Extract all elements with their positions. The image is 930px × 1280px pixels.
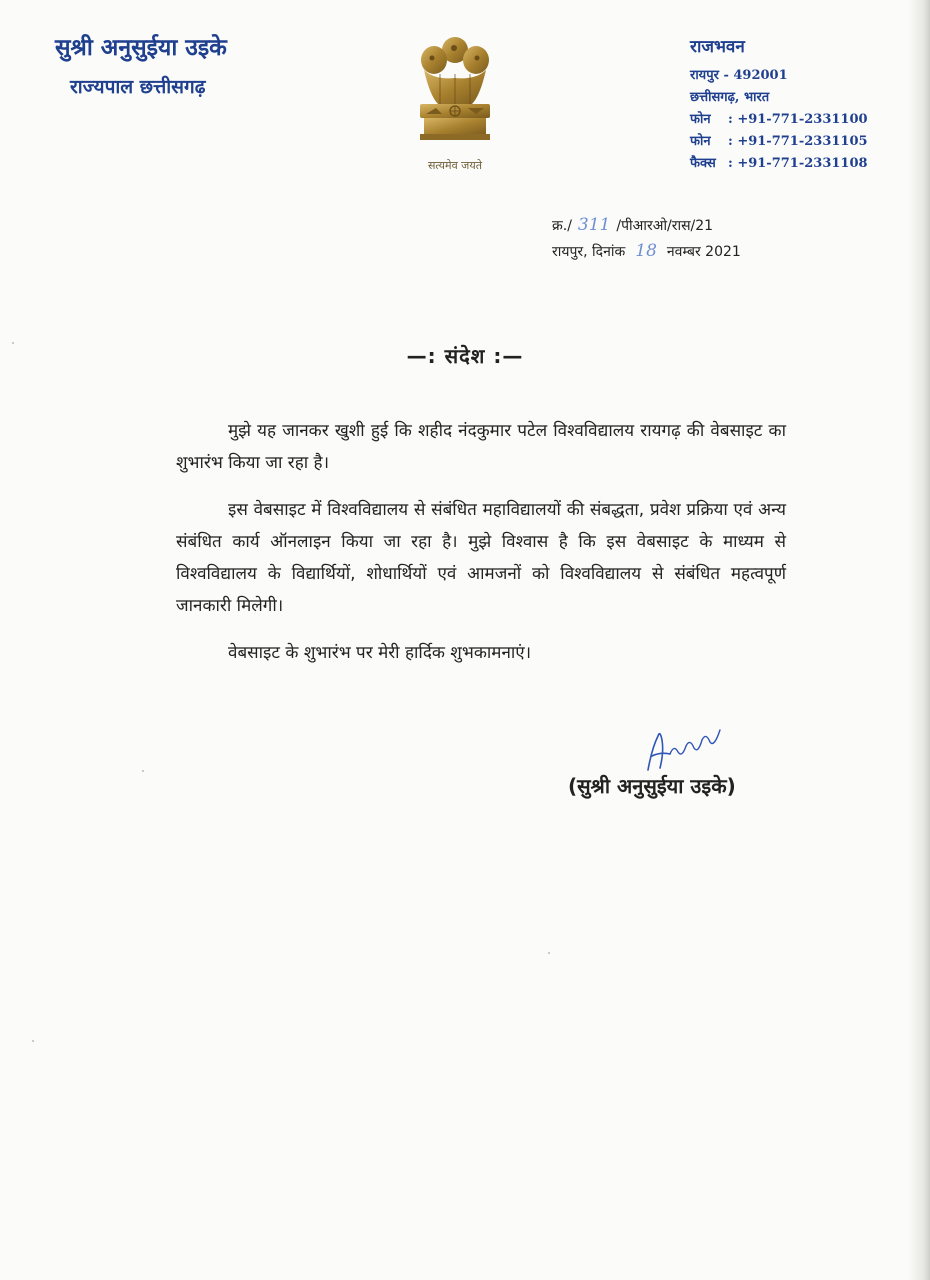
- date-day-handwritten: 18: [635, 241, 657, 261]
- reference-prefix: क्र./: [552, 218, 572, 234]
- phone-line-2: [690, 131, 868, 153]
- paper-speck: [142, 770, 144, 772]
- fax-number: : +91-771-2331108: [728, 156, 868, 171]
- reference-number-handwritten: 311: [577, 215, 611, 235]
- paper-speck: [32, 1040, 34, 1042]
- phone-line-1: [690, 109, 868, 131]
- address-city-pin: रायपुर - 492001: [690, 68, 788, 83]
- reference-suffix: /पीआरओ/रास/21: [616, 218, 714, 234]
- national-emblem-icon: [410, 34, 500, 144]
- handwritten-signature: [640, 718, 730, 778]
- message-body: [176, 415, 786, 684]
- reference-date-row: [552, 238, 741, 264]
- message-paragraph: वेबसाइट के शुभारंभ पर मेरी हार्दिक शुभकामनाएं।: [228, 643, 532, 663]
- signatory-name: (सुश्री अनुसुईया उइके): [568, 774, 736, 798]
- address-office: राजभवन: [690, 37, 745, 57]
- fax-line: [690, 153, 868, 175]
- reference-block: [552, 212, 741, 264]
- phone-number: : +91-771-2331105: [728, 134, 868, 149]
- paper-speck: [548, 952, 550, 954]
- phone-number: : +91-771-2331100: [728, 112, 868, 127]
- page-edge-shadow: [908, 0, 930, 1280]
- office-address: [690, 34, 868, 175]
- message-paragraph: इस वेबसाइट में विश्वविद्यालय से संबंधित महाविद्यालयों की संबद्धता, प्रवेश प्रक्रिया एवं अन्य संबंधित कार्य ऑनलाइन किया जा रहा है। मुझे विश्वास है कि इस वेबसाइट के माध्यम से विश्वविद्यालय के विद्यार्थियों, शोधार्थियों एवं आमजनों को विश्वविद्यालय से संबंधित महत्वपूर्ण जानकारी मिलेगी।: [176, 500, 786, 616]
- sender-title: राज्यपाल छत्तीसगढ़: [70, 76, 206, 98]
- reference-number-row: [552, 212, 741, 238]
- address-state-country: छत्तीसगढ़, भारत: [690, 90, 770, 105]
- date-suffix: नवम्बर 2021: [666, 244, 741, 260]
- paper-speck: [12, 342, 14, 344]
- sender-name: सुश्री अनुसुईया उइके: [55, 34, 227, 61]
- emblem-motto: सत्यमेव जयते: [427, 159, 482, 172]
- fax-label: फैक्स: [690, 156, 716, 171]
- phone-label: फोन: [690, 112, 711, 127]
- date-prefix: रायपुर, दिनांक: [552, 244, 626, 260]
- message-heading: —: संदेश :—: [406, 344, 524, 368]
- message-paragraph: मुझे यह जानकर खुशी हुई कि शहीद नंदकुमार पटेल विश्वविद्यालय रायगढ़ की वेबसाइट का शुभारंभ किया जा रहा है।: [176, 421, 786, 473]
- phone-label: फोन: [690, 134, 711, 149]
